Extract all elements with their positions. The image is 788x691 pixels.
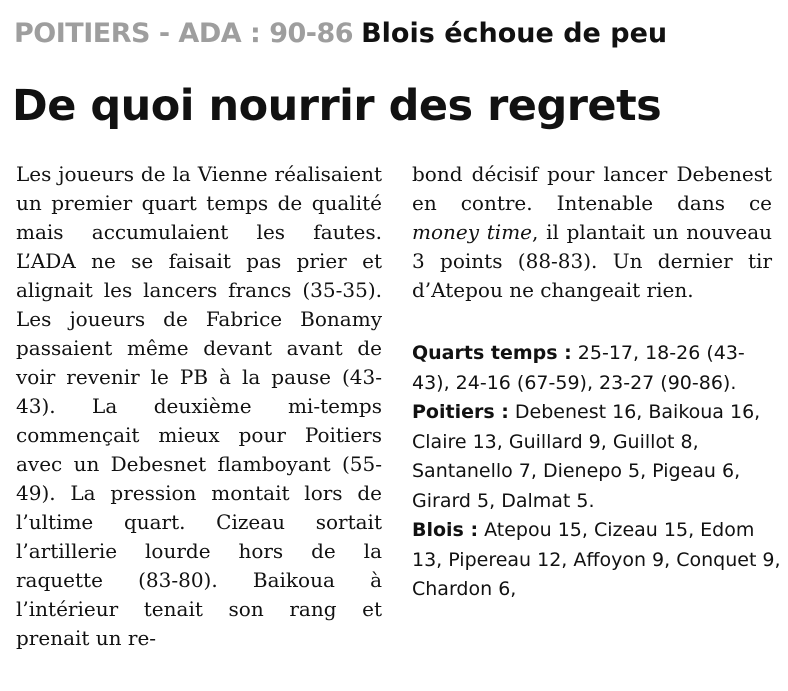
article-kicker [14, 6, 784, 62]
poitiers-label: Poitiers : [412, 401, 509, 423]
article-column-right [412, 160, 772, 305]
match-stats [412, 339, 782, 605]
article-headline: De quoi nourrir des regrets [12, 81, 662, 131]
article-paragraph-right [412, 160, 772, 305]
poitiers-line [412, 398, 782, 516]
paragraph-text: , il plantait un nouveau 3 points (88-83). Un dernier tir d’Atepou ne changeait rien. [412, 220, 772, 302]
blois-line [412, 516, 782, 605]
quarters-line [412, 339, 782, 398]
match-score: POITIERS - ADA : 90-86 [14, 18, 354, 49]
article-subtitle: Blois échoue de peu [361, 18, 668, 49]
article-paragraph-left: Les joueurs de la Vienne réalisaient un premier quart temps de qualité mais accumulaient les fautes. L’ADA ne se faisait pas prier et alignait les lancers francs (35-35). Les joueurs de Fabrice Bonamy passaient même devant avant de voir revenir le PB à la pause (43-43). La deuxième mi-temps commençait mieux pour Poitiers avec un Debesnet flamboyant (55-49). La pression montait lors de l’ultime quart. Cizeau sortait l’artillerie lourde hors de la raquette (83-80). Baikoua à l’intérieur tenait son rang et prenait un re- [16, 162, 382, 650]
blois-label: Blois : [412, 519, 479, 541]
paragraph-italic-text: money time [412, 220, 532, 244]
quarters-label: Quarts temps : [412, 342, 572, 364]
quarters-value: 25-17, 18-26 (43-43), 24-16 (67-59), 23-27 (90-86). [412, 342, 745, 394]
blois-scorers: Atepou 15, Cizeau 15, Edom 13, Pipereau 12, Affoyon 9, Conquet 9, Chardon 6, [412, 519, 781, 600]
article-column-left [16, 160, 382, 653]
paragraph-text: bond décisif pour lancer Debenest en contre. Intenable dans ce [412, 162, 772, 215]
poitiers-scorers: Debenest 16, Baikoua 16, Claire 13, Guillard 9, Guillot 8, Santanello 7, Dienepo 5, Pigeau 6, Girard 5, Dalmat 5. [412, 401, 761, 512]
